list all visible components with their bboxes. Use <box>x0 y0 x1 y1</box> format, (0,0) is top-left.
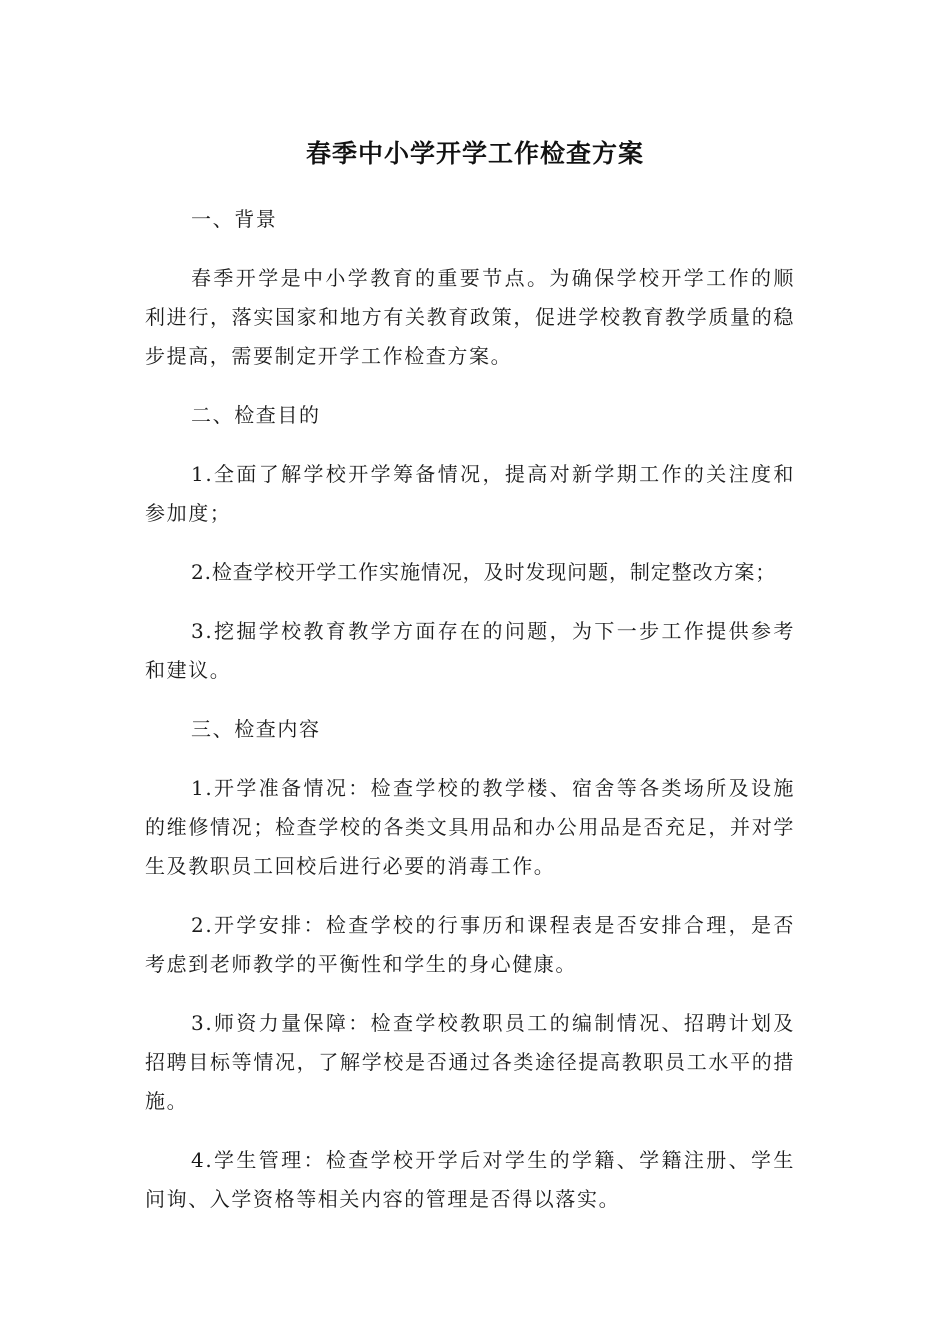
content-item-2: 2.开学安排：检查学校的行事历和课程表是否安排合理，是否考虑到老师教学的平衡性和学生的身心健康。 <box>145 913 795 976</box>
document-body <box>145 200 795 1239</box>
background-paragraph: 春季开学是中小学教育的重要节点。为确保学校开学工作的顺利进行，落实国家和地方有关教育政策，促进学校教育教学质量的稳步提高，需要制定开学工作检查方案。 <box>145 266 795 368</box>
section-heading-background: 一、背景 <box>191 207 278 231</box>
content-item-3: 3.师资力量保障：检查学校教职员工的编制情况、招聘计划及招聘目标等情况，了解学校是否通过各类途径提高教职员工水平的措施。 <box>145 1011 795 1113</box>
section-heading-purpose: 二、检查目的 <box>191 403 321 427</box>
document-title: 春季中小学开学工作检查方案 <box>305 139 644 168</box>
purpose-item-3: 3.挖掘学校教育教学方面存在的问题，为下一步工作提供参考和建议。 <box>145 619 795 682</box>
purpose-item-1: 1.全面了解学校开学筹备情况，提高对新学期工作的关注度和参加度； <box>145 462 795 525</box>
content-item-4: 4.学生管理：检查学校开学后对学生的学籍、学籍注册、学生问询、入学资格等相关内容的管理是否得以落实。 <box>145 1148 795 1211</box>
section-heading-content: 三、检查内容 <box>191 717 321 741</box>
content-item-1: 1.开学准备情况：检查学校的教学楼、宿舍等各类场所及设施的维修情况；检查学校的各类文具用品和办公用品是否充足，并对学生及教职员工回校后进行必要的消毒工作。 <box>145 776 795 878</box>
purpose-item-2: 2.检查学校开学工作实施情况，及时发现问题，制定整改方案； <box>191 560 777 584</box>
